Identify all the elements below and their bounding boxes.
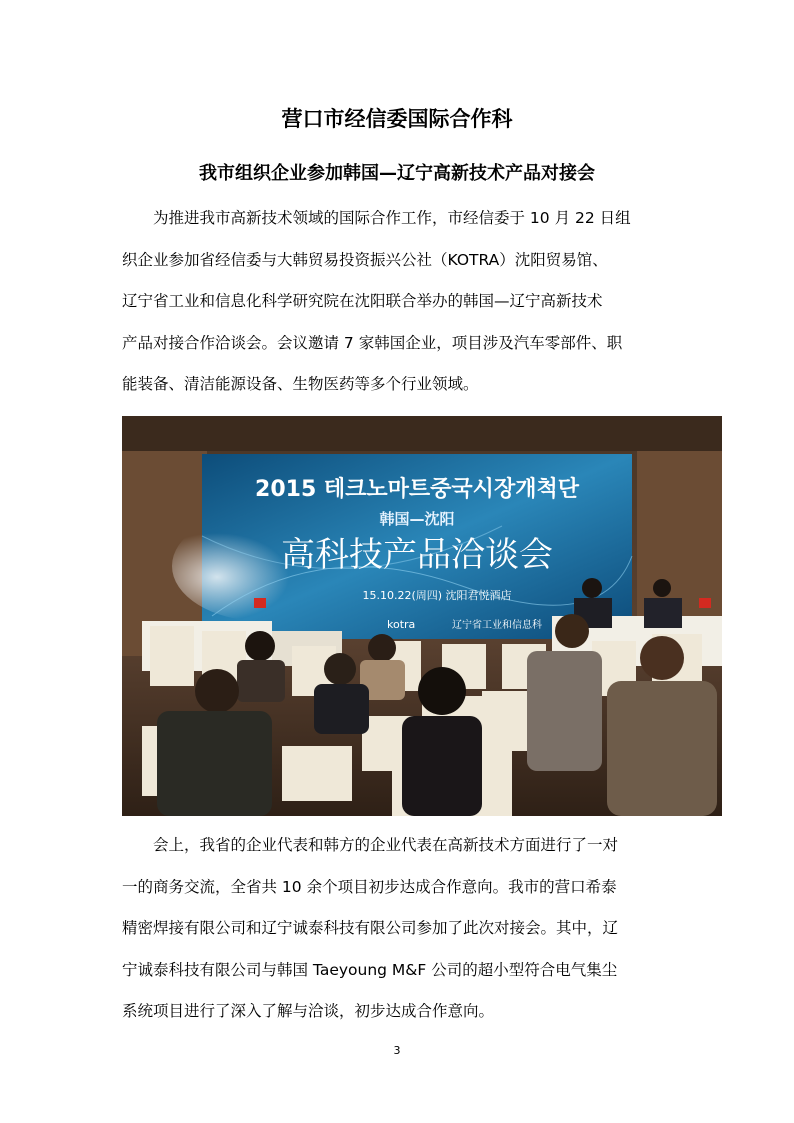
paragraph-2-line: 系统项目进行了深入了解与洽谈，初步达成合作意向。: [122, 1002, 495, 1020]
paragraph-1-line: 能装备、清洁能源设备、生物医药等多个行业领域。: [122, 375, 479, 393]
banner-korean-title: 2015 테크노마트중국시장개척단: [255, 477, 579, 502]
banner-date-venue: 15.10.22(周四) 沈阳君悦酒店: [362, 589, 512, 602]
page-number: 3: [393, 1044, 401, 1057]
paragraph-2-line: 精密焊接有限公司和辽宁诚泰科技有限公司参加了此次对接会。其中，辽: [122, 919, 619, 937]
paragraph-1-line: 织企业参加省经信委与大韩贸易投资振兴公社（KOTRA）沈阳贸易馆、: [122, 250, 608, 269]
paragraph-1-line: 为推进我市高新技术领域的国际合作工作，市经信委于 10 月 22 日组: [153, 209, 631, 227]
paragraph-2-line: 宁诚泰科技有限公司与韩国 Taeyoung M&F 公司的超小型符合电气集尘: [122, 960, 618, 979]
document-title: 营口市经信委国际合作科: [281, 107, 513, 131]
conference-photo: [122, 416, 722, 816]
paragraph-1-line: 辽宁省工业和信息化科学研究院在沈阳联合举办的韩国—辽宁高新技术: [122, 292, 603, 310]
banner-subtitle: 韩国—沈阳: [379, 510, 455, 528]
banner-logo: kotra: [387, 618, 416, 631]
banner-main-title: 高科技产品洽谈会: [281, 535, 553, 575]
paragraph-2: [122, 825, 682, 1033]
banner-organizer: 辽宁省工业和信息科: [452, 620, 542, 631]
paragraph-2-line: 会上，我省的企业代表和韩方的企业代表在高新技术方面进行了一对: [153, 836, 619, 854]
paragraph-2-line: 一的商务交流，全省共 10 余个项目初步达成合作意向。我市的营口希泰: [122, 877, 617, 896]
document-subtitle: 我市组织企业参加韩国—辽宁高新技术产品对接会: [199, 163, 595, 184]
paragraph-1: [122, 198, 682, 406]
paragraph-1-line: 产品对接合作洽谈会。会议邀请 7 家韩国企业，项目涉及汽车零部件、职: [122, 333, 623, 352]
